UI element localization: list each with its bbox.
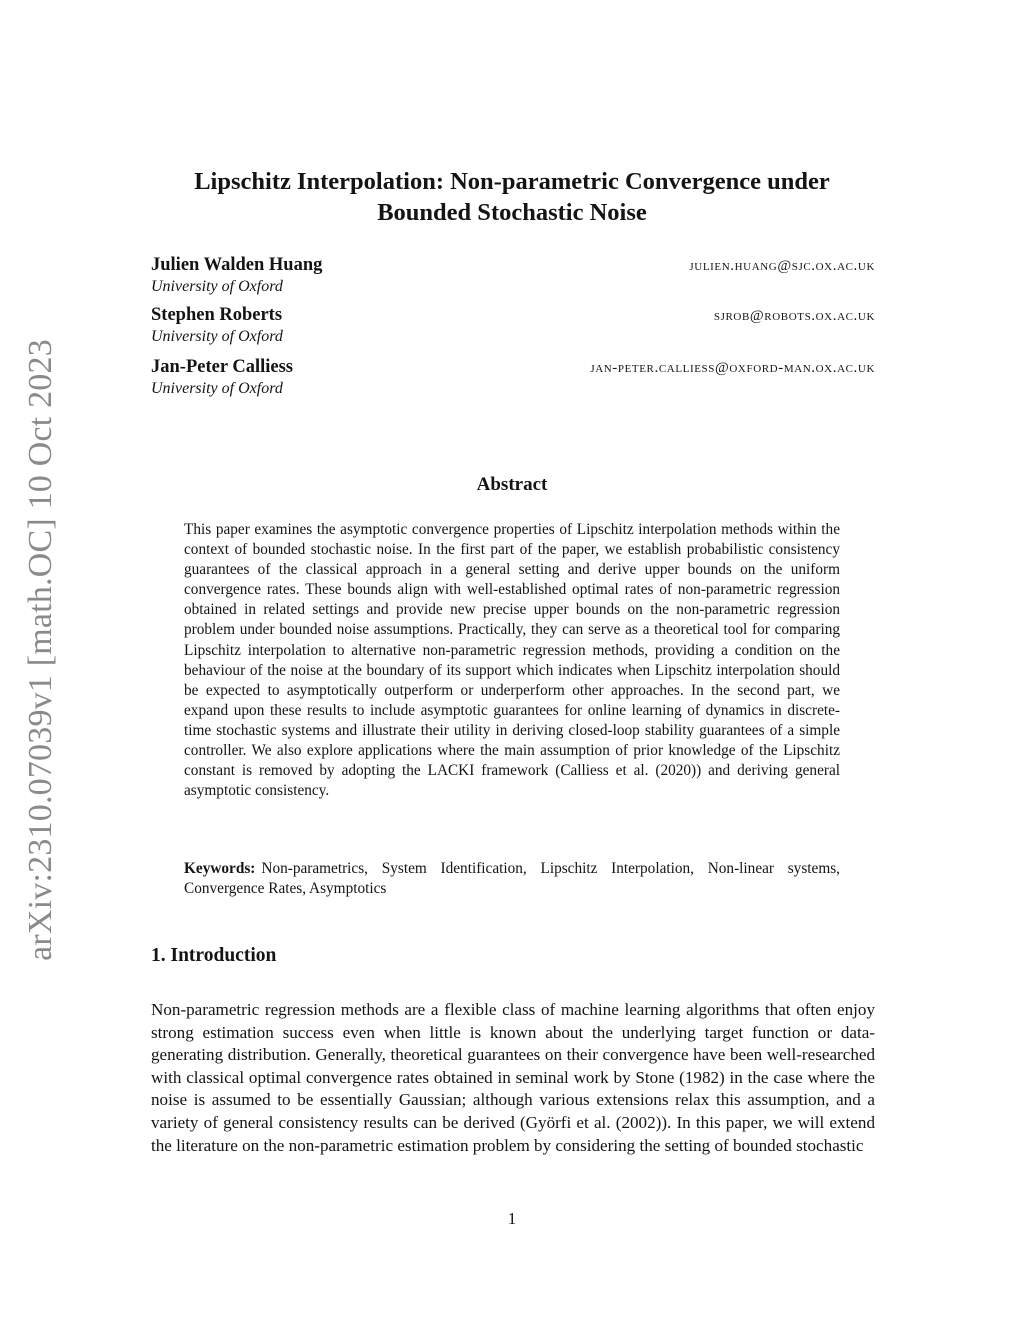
author-block-2 [151, 305, 875, 346]
author-email[interactable]: jan-peter.calliess@oxford-man.ox.ac.uk [590, 360, 875, 376]
author-block-3 [151, 357, 875, 398]
section-heading-introduction: 1. Introduction [151, 945, 277, 966]
keywords-label: Keywords: [184, 860, 256, 877]
author-affiliation: University of Oxford [151, 380, 283, 397]
introduction-text: Non-parametric regression methods are a flexible class of machine learning algorithms that often enjoy strong estimation success even when little is known about the underlying target function or data-generating distribution. Generally, theoretical guarantees on their convergence have been well-researched with classical optimal convergence rates obtained in seminal work by Stone (1982) in the case where the noise is assumed to be essentially Gaussian; although various extensions relax this assumption, and a variety of general consistency results can be derived (Györfi et al. (2002)). In this paper, we will extend the literature on the non-parametric estimation problem by considering the setting of bounded stochastic [151, 1000, 875, 1155]
author-name: Stephen Roberts [151, 305, 283, 325]
author-affiliation: University of Oxford [151, 328, 283, 345]
author-affiliation: University of Oxford [151, 278, 283, 295]
arxiv-identifier: arXiv:2310.07039v1 [math.OC] 10 Oct 2023 [22, 339, 59, 961]
abstract-text: This paper examines the asymptotic convergence properties of Lipschitz interpolation methods within the context of bounded stochastic noise. In the first part of the paper, we establish probabilistic consistency guarantees of the classical approach in a general setting and derive upper bounds on the uniform convergence rates. These bounds align with well-established optimal rates of non-parametric regression obtained in related settings and provide new precise upper bounds on the non-parametric regression problem under bounded noise assumptions. Practically, they can serve as a theoretical tool for comparing Lipschitz interpolation to alternative non-parametric regression methods, providing a condition on the behaviour of the noise at the boundary of its support which indicates when Lipschitz interpolation should be expected to asymptotically outperform or underperform other approaches. In the second part, we expand upon these results to include asymptotic guarantees for online learning of dynamics in discrete-time stochastic systems and illustrate their utility in deriving closed-loop stability guarantees of a simple controller. We also explore applications where the main assumption of prior knowledge of the Lipschitz constant is removed by adopting the LACKI framework (Calliess et al. (2020)) and deriving general asymptotic consistency. [184, 521, 840, 800]
keywords-text: Non-parametrics, System Identification, Lipschitz Interpolation, Non-linear systems, Convergence Rates, Asymptotics [184, 860, 840, 898]
abstract-heading: Abstract [476, 474, 548, 495]
author-email[interactable]: sjrob@robots.ox.ac.uk [713, 308, 875, 324]
title-line-1: Lipschitz Interpolation: Non-parametric Convergence under [194, 168, 830, 195]
paper-title [100, 166, 924, 228]
author-block-1 [151, 255, 875, 296]
author-name: Julien Walden Huang [151, 255, 323, 275]
author-name: Jan-Peter Calliess [151, 357, 293, 377]
title-line-2: Bounded Stochastic Noise [377, 199, 647, 226]
page-number: 1 [507, 1209, 517, 1228]
keywords [184, 859, 840, 899]
author-email[interactable]: julien.huang@sjc.ox.ac.uk [689, 258, 875, 274]
